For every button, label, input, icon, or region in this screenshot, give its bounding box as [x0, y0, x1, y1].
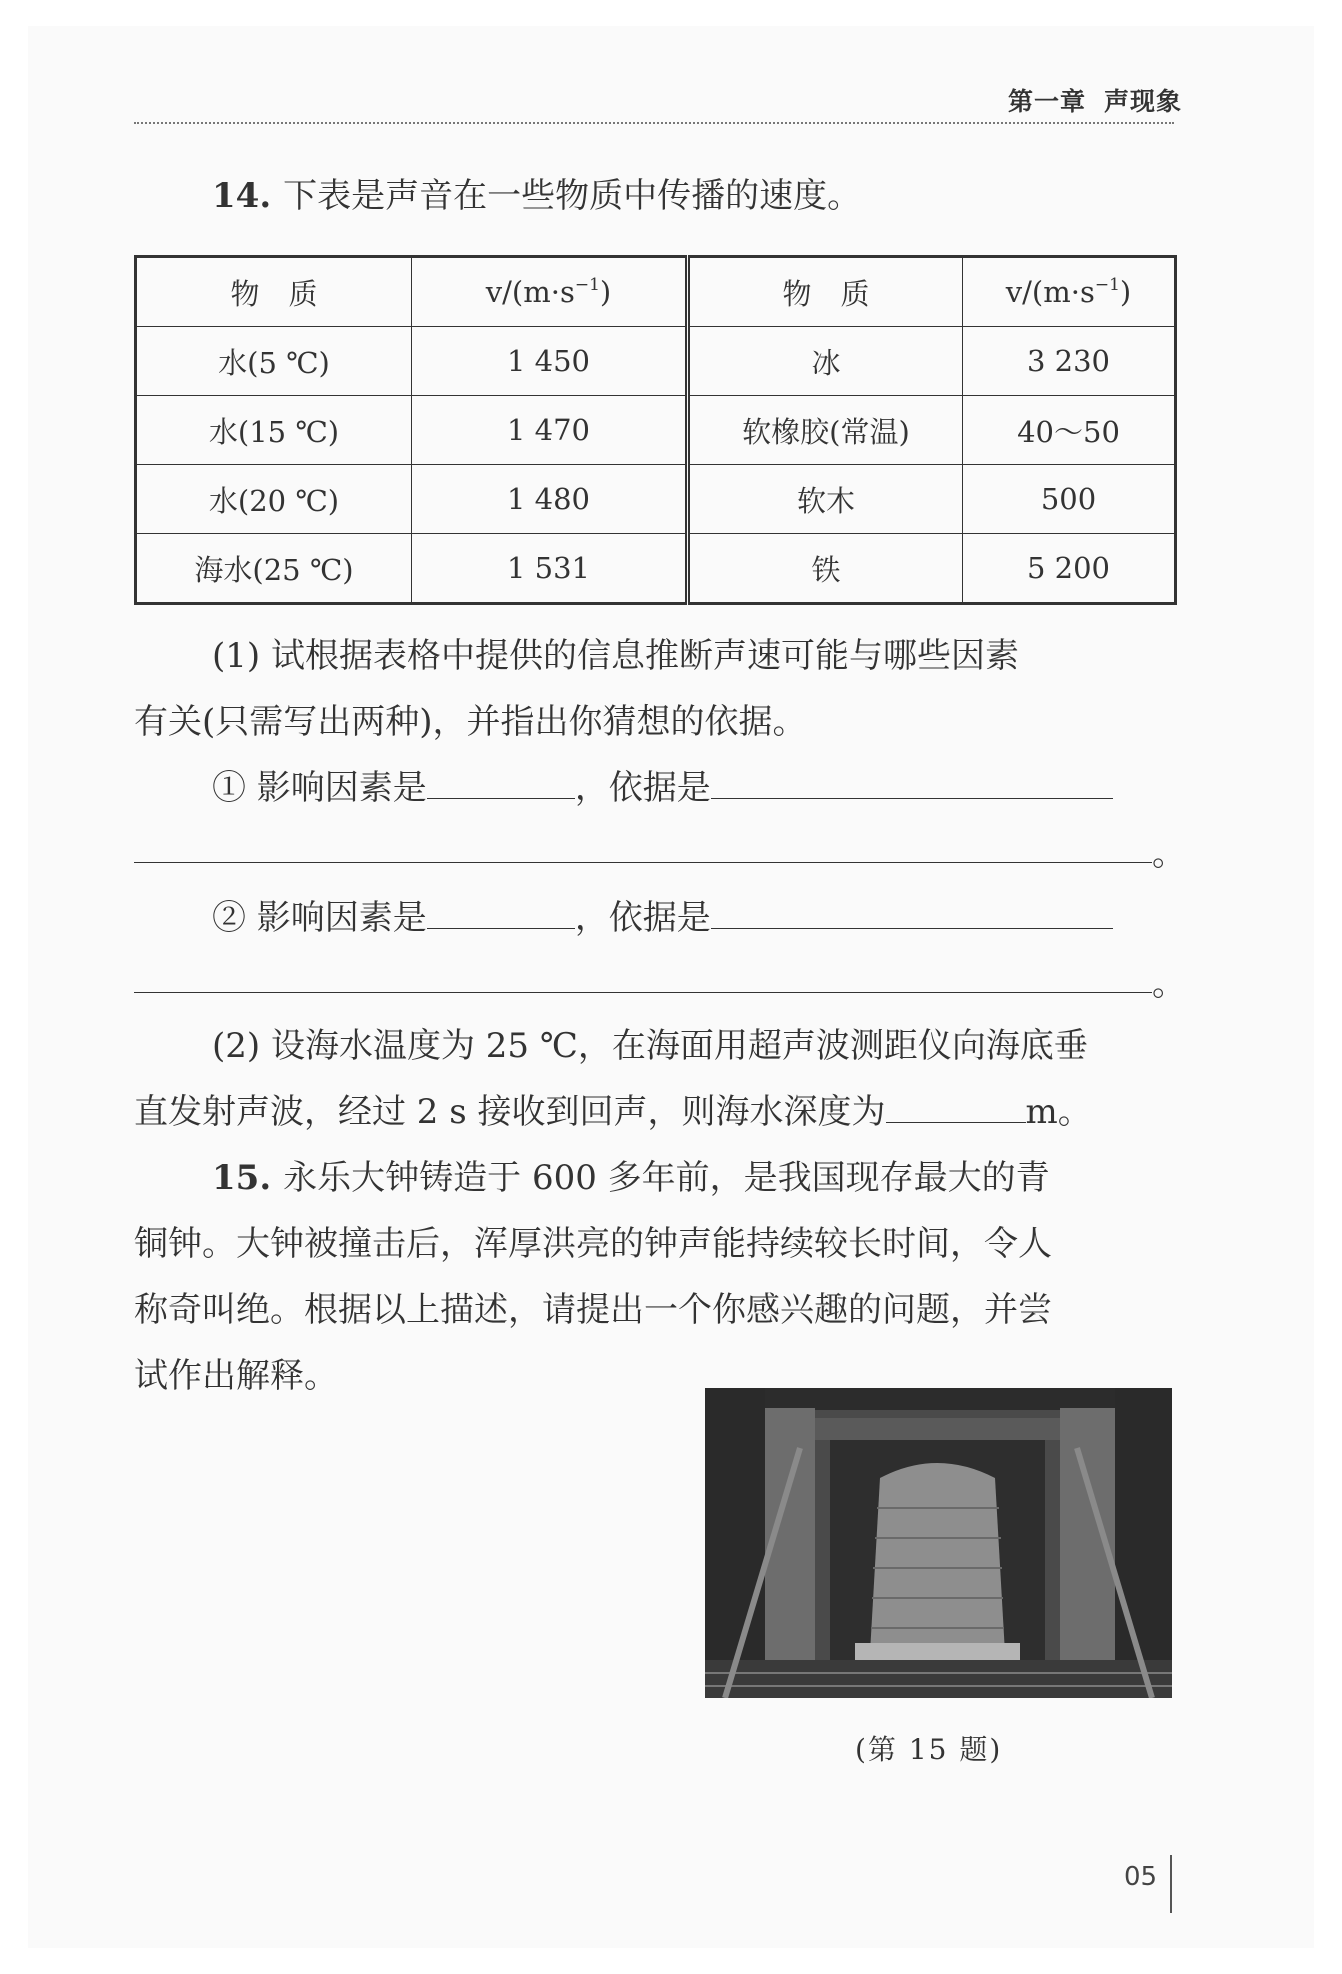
q14-item2: ② 影响因素是 ，依据是	[212, 890, 1113, 939]
factor1-blank[interactable]	[427, 768, 575, 799]
end-mark: 。	[1152, 834, 1186, 874]
basis2-blank[interactable]	[711, 898, 1113, 929]
substance-cell: 水(15 ℃)	[136, 396, 412, 465]
header-speed-left: $v/(m\cdot s^{-1})$	[412, 257, 688, 327]
header-divider	[134, 122, 1174, 124]
basis2-continuation-line[interactable]	[134, 992, 1152, 993]
basis1-continuation-line[interactable]	[134, 862, 1152, 863]
table-row	[136, 465, 1176, 534]
substance-cell: 水(20 ℃)	[136, 465, 412, 534]
q15-line1: 15. 永乐大钟铸造于 600 多年前，是我国现存最大的青	[212, 1158, 1050, 1198]
q14-part2-line1: (2) 设海水温度为 25 ℃，在海面用超声波测距仪向海底垂	[212, 1026, 1088, 1066]
factor2-blank[interactable]	[427, 898, 575, 929]
sound-speed-table	[134, 255, 1177, 605]
end-mark: 。	[1152, 964, 1186, 1004]
q14-stem: 14. 下表是声音在一些物质中传播的速度。	[212, 176, 862, 216]
q14-item1: ① 影响因素是 ，依据是	[212, 760, 1113, 809]
speed-cell: 40～50	[963, 396, 1176, 465]
table-row	[136, 327, 1176, 396]
table-header-row	[136, 257, 1176, 327]
substance-cell: 冰	[688, 327, 963, 396]
page-number: 05	[1124, 1862, 1158, 1892]
q15-line3: 称奇叫绝。根据以上描述，请提出一个你感兴趣的问题，并尝	[134, 1290, 1052, 1330]
substance-cell: 水(5 ℃)	[136, 327, 412, 396]
header-substance-left: 物 质	[136, 257, 412, 327]
chapter-title: 声现象	[1103, 87, 1182, 116]
q14-number: 14.	[212, 176, 272, 216]
q15-number: 15.	[212, 1158, 272, 1198]
speed-cell: 1 450	[412, 327, 688, 396]
substance-cell: 铁	[688, 534, 963, 604]
depth-blank[interactable]	[886, 1092, 1026, 1123]
q15-line4: 试作出解释。	[134, 1356, 338, 1396]
header-substance-right: 物 质	[688, 257, 963, 327]
substance-cell: 软木	[688, 465, 963, 534]
speed-cell: 1 480	[412, 465, 688, 534]
figure-caption: (第 15 题)	[855, 1733, 1003, 1766]
speed-cell: 5 200	[963, 534, 1176, 604]
yongle-bell-photo	[705, 1388, 1172, 1698]
running-header	[1008, 82, 1182, 118]
table-row	[136, 396, 1176, 465]
chapter-label: 第一章	[1007, 87, 1086, 116]
page-number-bar	[1170, 1855, 1172, 1913]
q14-part1-line1: (1) 试根据表格中提供的信息推断声速可能与哪些因素	[212, 636, 1019, 676]
q14-part1-line2: 有关(只需写出两种)，并指出你猜想的依据。	[134, 702, 807, 742]
bell-tower-illustration	[705, 1388, 1172, 1698]
speed-cell: 1 531	[412, 534, 688, 604]
speed-cell: 1 470	[412, 396, 688, 465]
substance-cell: 海水(25 ℃)	[136, 534, 412, 604]
speed-cell: 3 230	[963, 327, 1176, 396]
q15-line2: 铜钟。大钟被撞击后，浑厚洪亮的钟声能持续较长时间，令人	[134, 1224, 1052, 1264]
substance-cell: 软橡胶(常温)	[688, 396, 963, 465]
basis1-blank[interactable]	[711, 768, 1113, 799]
q14-part2-line2: 直发射声波，经过 2 s 接收到回声，则海水深度为 m。	[134, 1092, 1092, 1132]
table-row	[136, 534, 1176, 604]
header-speed-right: $v/(m\cdot s^{-1})$	[963, 257, 1176, 327]
speed-cell: 500	[963, 465, 1176, 534]
